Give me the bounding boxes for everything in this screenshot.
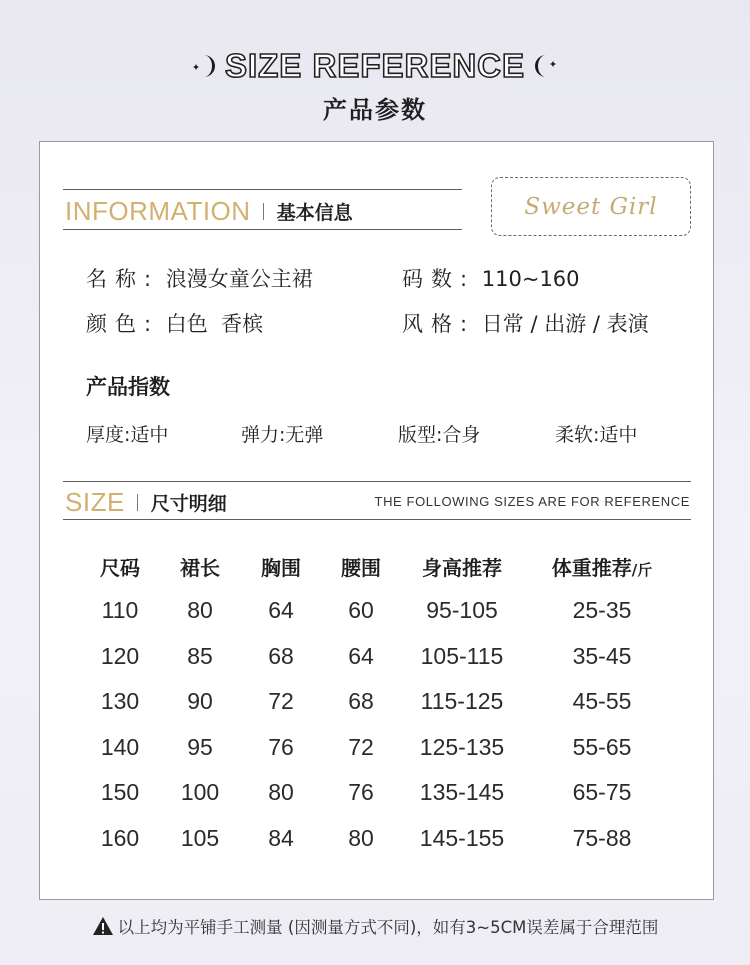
table-cell: 35-45: [572, 642, 632, 669]
table-cell: 68: [268, 642, 294, 669]
table-cell: 60: [348, 597, 374, 623]
table-cell: 76: [268, 733, 294, 760]
info-value: 白色 香槟: [165, 312, 264, 336]
table-cell: 115-125: [420, 688, 504, 714]
info-name: [86, 263, 313, 293]
size-heading: [65, 485, 227, 519]
footer-note: 以上均为平铺手工测量 (因测量方式不同)，如有3~5CM误差属于合理范围: [117, 918, 659, 937]
information-heading-en: INFORMATION: [65, 196, 251, 226]
table-cell: 55-65: [572, 733, 632, 760]
table-cell: 80: [348, 824, 374, 851]
weight-unit: /斤: [631, 561, 653, 579]
divider-line: [63, 481, 691, 482]
index-item: 版型:合身: [398, 424, 481, 446]
title-en: SIZE REFERENCE: [224, 47, 526, 84]
table-cell: 145-155: [419, 824, 505, 851]
table-cell: 95-105: [426, 597, 498, 623]
table-cell: 100: [180, 779, 220, 805]
info-value: 日常 / 出游 / 表演: [481, 312, 649, 336]
footer-note-row: [0, 914, 750, 938]
table-header-weight: [532, 552, 672, 581]
table-cell: 130: [100, 688, 140, 714]
table-cell: 160: [100, 824, 140, 851]
index-item: 柔软:适中: [555, 424, 638, 446]
index-item: 弹力:无弹: [241, 424, 324, 446]
info-color: [86, 308, 263, 338]
table-cell: 110: [101, 597, 139, 623]
info-sizes: [402, 263, 580, 293]
warning-icon: [92, 916, 114, 936]
reference-note: THE FOLLOWING SIZES ARE FOR REFERENCE: [374, 494, 690, 509]
table-cell: 25-35: [572, 597, 632, 623]
size-heading-cn: 尺寸明细: [150, 492, 227, 515]
table-cell: 95: [187, 733, 213, 760]
page-header: [0, 44, 750, 125]
sweet-girl-badge: Sweet Girl: [491, 177, 691, 236]
table-cell: 140: [100, 733, 140, 760]
size-heading-en: SIZE: [65, 486, 125, 517]
table-cell: 72: [348, 733, 374, 760]
info-label: 码数:: [402, 267, 476, 291]
moon-star-right-icon: [535, 52, 559, 80]
information-heading: [65, 194, 353, 229]
table-cell: 76: [348, 779, 374, 805]
info-label: 名称:: [86, 267, 160, 291]
heading-separator: [263, 203, 264, 220]
table-cell: 75-88: [572, 824, 632, 851]
table-cell: 45-55: [572, 688, 632, 714]
table-cell: 80: [268, 779, 294, 805]
table-cell: 125-135: [419, 733, 505, 760]
table-cell: 120: [100, 642, 140, 669]
divider-line: [63, 189, 462, 190]
table-cell: 80: [187, 597, 213, 623]
table-cell: 105-115: [420, 642, 504, 669]
index-title: 产品指数: [86, 375, 170, 399]
heading-separator: [137, 494, 138, 511]
table-cell: 85: [187, 642, 213, 669]
divider-line: [63, 229, 462, 230]
title-row: [0, 44, 750, 88]
table-header: 身高推荐: [422, 556, 502, 580]
table-header: 裙长: [180, 556, 220, 580]
table-cell: 90: [187, 688, 213, 714]
divider-line: [63, 519, 691, 520]
table-header: 腰围: [341, 556, 381, 580]
table-cell: 105: [180, 824, 220, 851]
moon-star-left-icon: [191, 52, 215, 80]
title-cn: 产品参数: [323, 96, 427, 124]
table-cell: 72: [268, 688, 294, 714]
table-cell: 84: [268, 824, 294, 851]
table-cell: 135-145: [419, 779, 505, 805]
info-label: 颜色:: [86, 312, 160, 336]
table-header: 体重推荐: [551, 556, 632, 580]
table-cell: 65-75: [572, 779, 632, 805]
table-cell: 64: [268, 597, 294, 623]
table-header: 胸围: [261, 556, 301, 580]
index-item: 厚度:适中: [86, 424, 169, 446]
table-cell: 68: [348, 688, 374, 714]
info-label: 风格:: [402, 312, 476, 336]
info-style: [402, 308, 649, 338]
parameter-card: [39, 141, 714, 900]
table-cell: 150: [100, 779, 140, 805]
table-header: 尺码: [100, 556, 140, 580]
info-value: 110~160: [481, 267, 580, 291]
information-heading-cn: 基本信息: [276, 202, 353, 224]
info-value: 浪漫女童公主裙: [165, 267, 313, 291]
table-cell: 64: [348, 642, 374, 669]
